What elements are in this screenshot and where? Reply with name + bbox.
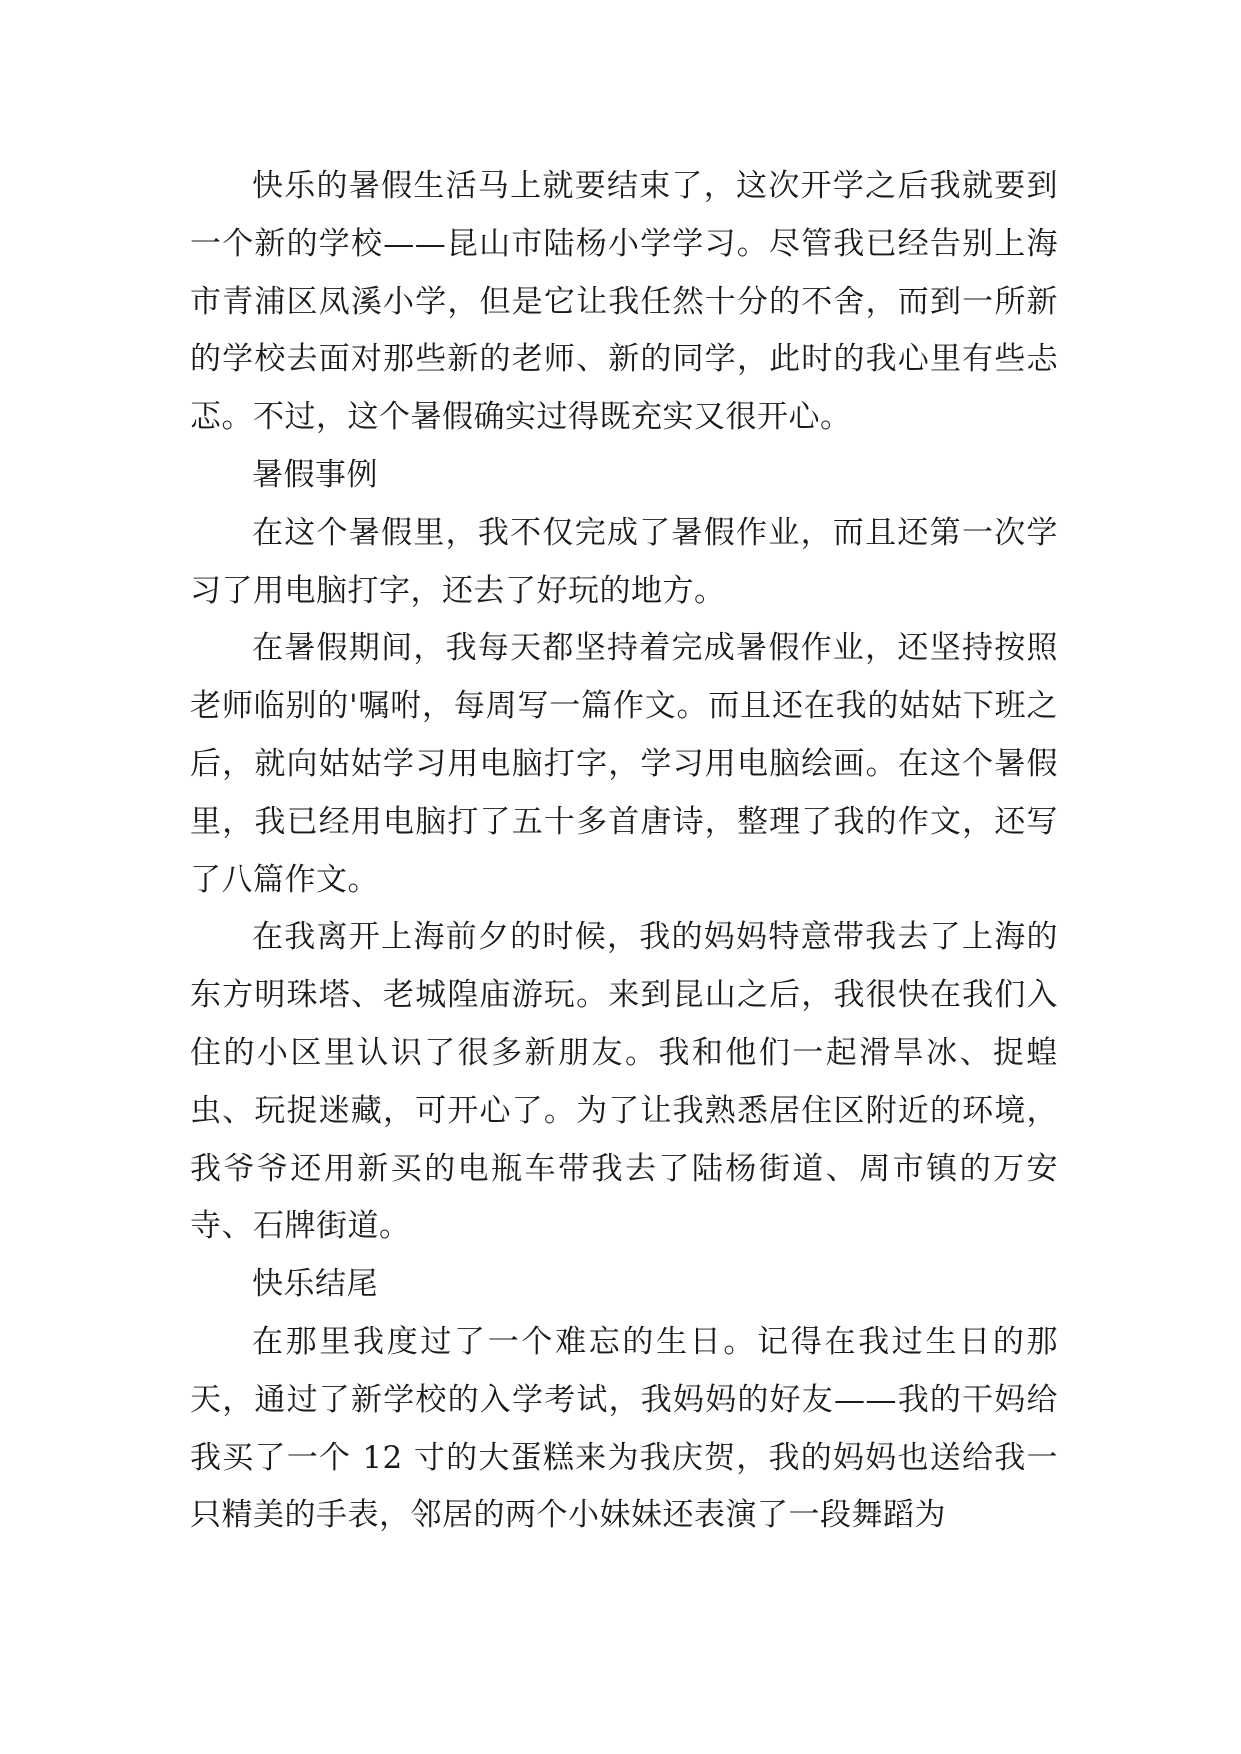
- document-body: [190, 158, 1058, 1545]
- section-heading-ending: 快乐结尾: [252, 1266, 378, 1303]
- section-heading-examples: 暑假事例: [252, 456, 378, 493]
- paragraph-birthday: 在那里我度过了一个难忘的生日。记得在我过生日的那天，通过了新学校的入学考试，我妈妈的好友——我的干妈给我买了一个 12 寸的大蛋糕来为我庆贺，我的妈妈也送给我一只精美的手表，邻居的两个小妹妹还表演了一段舞蹈为: [190, 1323, 1058, 1534]
- paragraph-trips-friends: 在我离开上海前夕的时候，我的妈妈特意带我去了上海的东方明珠塔、老城隍庙游玩。来到昆山之后，我很快在我们入住的小区里认识了很多新朋友。我和他们一起滑旱冰、捉蝗虫、玩捉迷藏，可开心了。为了让我熟悉居住区附近的环境，我爷爷还用新买的电瓶车带我去了陆杨街道、周市镇的万安寺、石牌街道。: [190, 919, 1058, 1245]
- paragraph-intro: 快乐的暑假生活马上就要结束了，这次开学之后我就要到一个新的学校——昆山市陆杨小学学习。尽管我已经告别上海市青浦区凤溪小学，但是它让我任然十分的不舍，而到一所新的学校去面对那些新的老师、新的同学，此时的我心里有些忐忑。不过，这个暑假确实过得既充实又很开心。: [190, 168, 1058, 436]
- paragraph-summer-overview: 在这个暑假里，我不仅完成了暑假作业，而且还第一次学习了用电脑打字，还去了好玩的地方。: [190, 514, 1058, 609]
- paragraph-homework-typing: 在暑假期间，我每天都坚持着完成暑假作业，还坚持按照老师临别的'嘱咐，每周写一篇作文。而且还在我的姑姑下班之后，就向姑姑学习用电脑打字，学习用电脑绘画。在这个暑假里，我已经用电脑打了五十多首唐诗，整理了我的作文，还写了八篇作文。: [190, 630, 1058, 898]
